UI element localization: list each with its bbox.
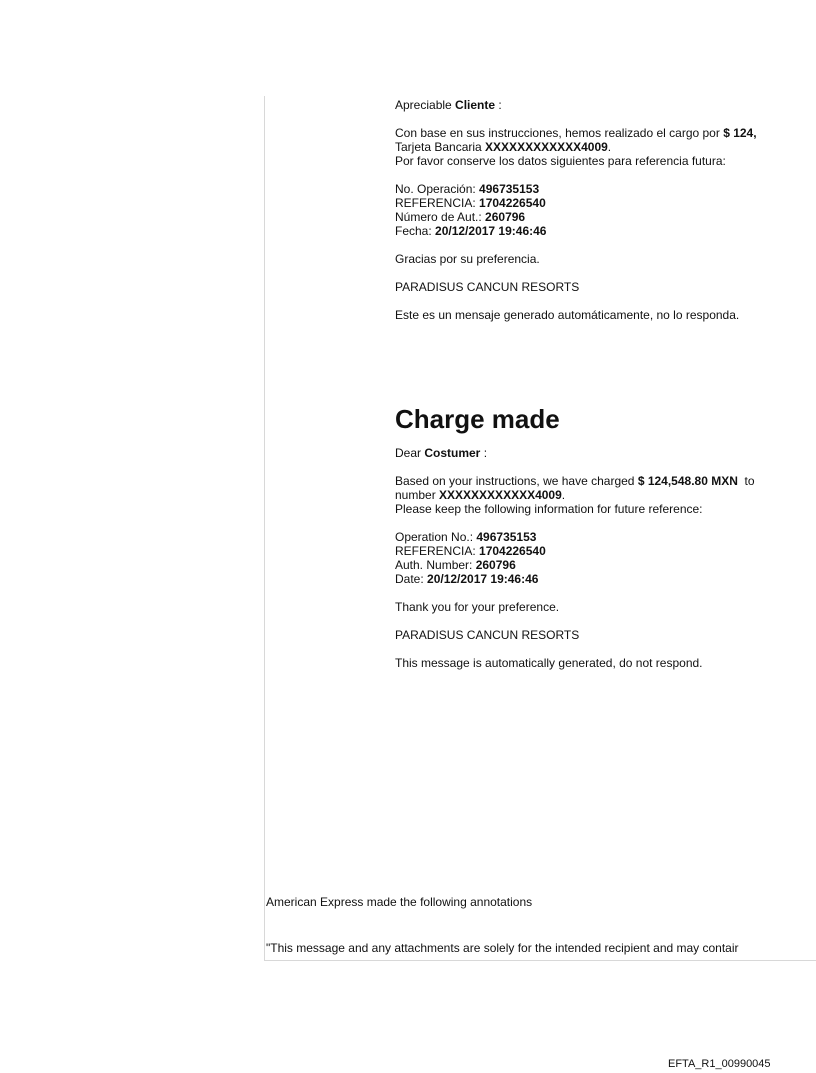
en-reference [395, 544, 816, 558]
email-body [395, 98, 816, 670]
es-operation-label: No. Operación: [395, 182, 480, 196]
english-section [395, 404, 816, 670]
en-greeting-name: Costumer [424, 446, 481, 460]
es-auth [395, 210, 816, 224]
en-reference-value: 1704226540 [479, 544, 546, 558]
en-operation [395, 530, 816, 544]
en-auth [395, 558, 816, 572]
es-company: PARADISUS CANCUN RESORTS [395, 280, 580, 294]
es-card-period: . [607, 140, 612, 154]
es-card-line [395, 140, 816, 154]
es-operation [395, 182, 816, 196]
disclaimer-text: "This message and any attachments are solely for the intended recipient and may contair [266, 941, 739, 955]
charge-heading: Charge made [395, 404, 560, 434]
en-operation-value: 496735153 [476, 530, 537, 544]
es-thanks: Gracias por su preferencia. [395, 252, 540, 266]
en-charge-line [395, 474, 816, 488]
es-card-label: Tarjeta Bancaria [395, 140, 486, 154]
en-greeting-prefix: Dear [395, 446, 425, 460]
es-date [395, 224, 816, 238]
en-card-label: number [395, 488, 440, 502]
document-id: EFTA_R1_00990045 [668, 1058, 771, 1070]
en-reference-label: REFERENCIA: [395, 544, 480, 558]
en-charge-text: Based on your instructions, we have charged [395, 474, 638, 488]
en-thanks: Thank you for your preference. [395, 600, 560, 614]
en-operation-label: Operation No.: [395, 530, 477, 544]
en-greeting-suffix: : [480, 446, 488, 460]
es-date-label: Fecha: [395, 224, 436, 238]
en-charge-to: to [737, 474, 755, 488]
en-keep-info: Please keep the following information for future reference: [395, 502, 703, 516]
es-card-number: XXXXXXXXXXXX4009 [485, 140, 608, 154]
es-greeting-prefix: Apreciable [395, 98, 456, 112]
en-card-line [395, 488, 816, 502]
en-charge-amount: $ 124,548.80 MXN [637, 474, 738, 488]
en-company: PARADISUS CANCUN RESORTS [395, 628, 580, 642]
es-reference-label: REFERENCIA: [395, 196, 480, 210]
en-auto-note: This message is automatically generated, do not respond. [395, 656, 703, 670]
es-charge-line [395, 126, 816, 140]
es-charge-amount: $ 124, [723, 126, 757, 140]
es-greeting-name: Cliente [455, 98, 496, 112]
en-auth-label: Auth. Number: [395, 558, 476, 572]
es-reference [395, 196, 816, 210]
es-operation-value: 496735153 [479, 182, 540, 196]
es-greeting [395, 98, 816, 112]
en-date-label: Date: [395, 572, 428, 586]
en-date [395, 572, 816, 586]
en-date-value: 20/12/2017 19:46:46 [427, 572, 539, 586]
es-keep-info: Por favor conserve los datos siguientes para referencia futura: [395, 154, 726, 168]
es-date-value: 20/12/2017 19:46:46 [435, 224, 547, 238]
amex-annotation: American Express made the following annotations [266, 895, 533, 909]
es-greeting-suffix: : [495, 98, 502, 112]
en-greeting [395, 446, 816, 460]
es-auth-label: Número de Aut.: [395, 210, 486, 224]
es-auto-note: Este es un mensaje generado automáticamente, no lo responda. [395, 308, 740, 322]
spanish-section [395, 98, 816, 322]
es-reference-value: 1704226540 [479, 196, 546, 210]
en-card-period: . [561, 488, 566, 502]
en-auth-value: 260796 [475, 558, 516, 572]
es-charge-text: Con base en sus instrucciones, hemos realizado el cargo por [395, 126, 724, 140]
en-card-number: XXXXXXXXXXXX4009 [439, 488, 562, 502]
es-auth-value: 260796 [485, 210, 526, 224]
